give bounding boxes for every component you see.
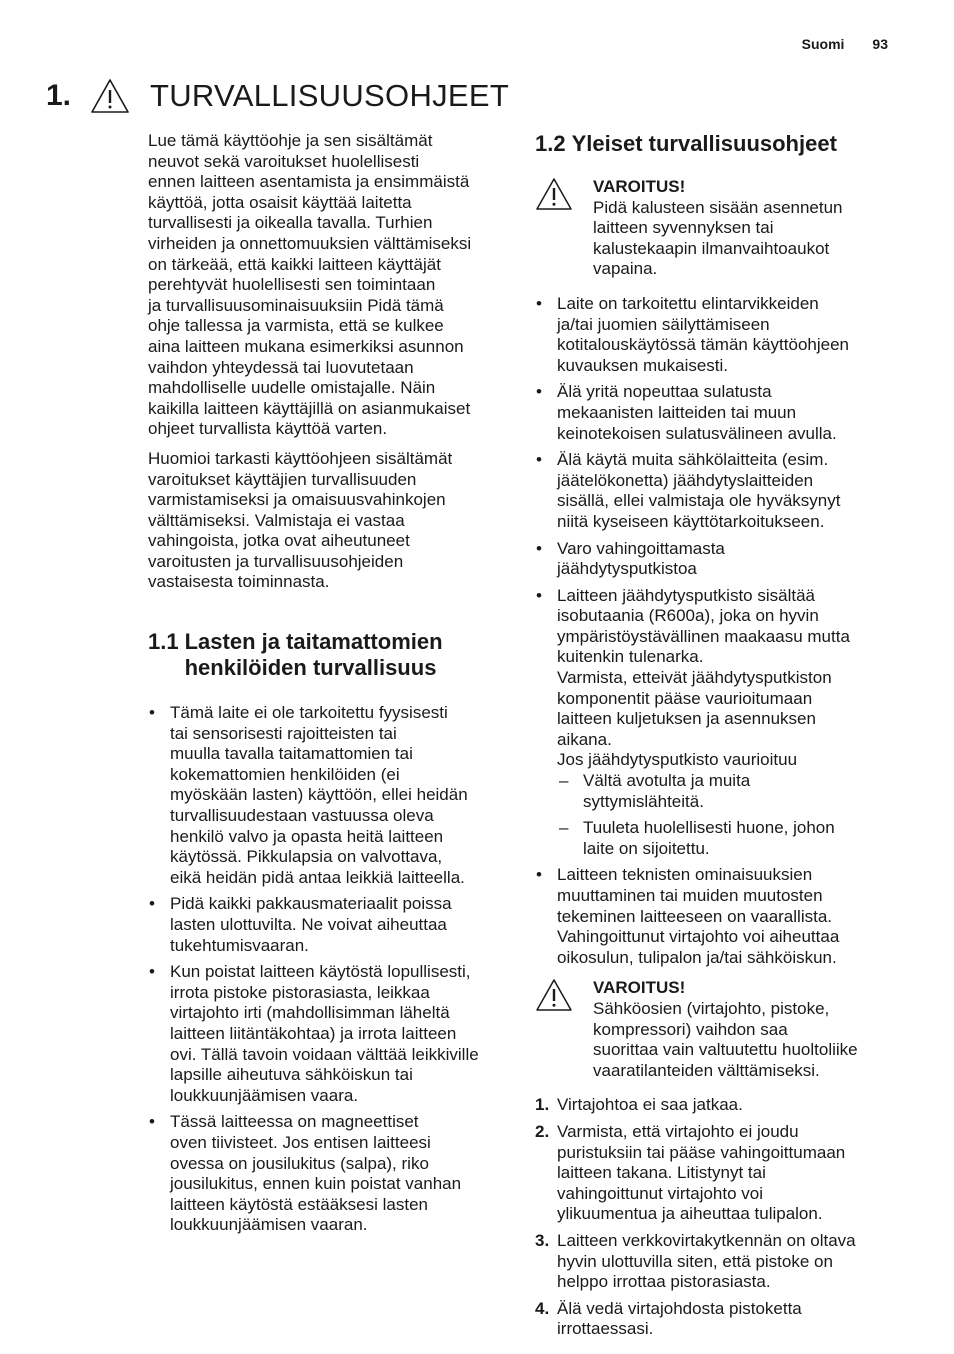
bullet-icon: • (149, 1112, 155, 1132)
right-column (535, 131, 895, 1346)
intro-paragraph: Huomioi tarkasti käyttöohjeen sisältämät varoitukset käyttäjien turvallisuuden varmistamiseksi ja omaisuusvahinkojen välttämiseksi. Valmistaja ei vastaa vahingoista, jotka ovat aiheutuneet varoitusten ja turvallisuusohjeiden vastaisesta toiminnasta. (148, 448, 453, 592)
bullet-icon: • (536, 585, 542, 605)
list-item-text: Laitteen teknisten ominaisuuksien muuttaminen tai muiden muutosten tekeminen laitteeseen on vaarallista. Vahingoittunut virtajohto voi aiheuttaa oikosulun, tulipalon ja/tai sähköiskun. (557, 865, 840, 967)
bullet-icon: • (149, 703, 155, 723)
bullet-icon: • (149, 962, 155, 982)
general-safety-list (535, 294, 895, 968)
list-item-text: Tässä laitteessa on magneettiset oven tiivisteet. Jos entisen laitteesi ovessa on jousilukitus (salpa), riko jousilukitus, ennen kuin poistat vanhan laitteen käytöstä estääksesi lasten loukkuunjäämisen vaaran. (170, 1112, 462, 1235)
list-item-text: Varo vahingoittamasta jäähdytysputkistoa (557, 538, 725, 579)
section-title: Lasten ja taitamattomien henkilöiden turvallisuus (184, 629, 443, 681)
bullet-icon: • (536, 865, 542, 885)
child-safety-list (148, 703, 513, 1236)
list-item (535, 865, 895, 968)
warning-box (535, 177, 895, 280)
list-item-text: Pidä kaikki pakkausmateriaalit poissa lasten ulottuvilta. Ne voivat aiheuttaa tukehtumisvaaran. (170, 894, 452, 955)
dash-icon: – (559, 818, 569, 838)
power-cord-steps (535, 1095, 895, 1340)
step-text: Älä vedä virtajohdosta pistoketta irrottaessasi. (557, 1298, 802, 1339)
list-item-text: Tämä laite ei ole tarkoitettu fyysisesti tai sensorisesti rajoitteisten tai muulla tavalla taitamattomien tai kokemattomien henkilöiden (ei myöskään lasten) käyttöön, ellei heidän turvallisuudestaan vastuussa oleva henkilö valvo ja opasta heitä laitteen käytössä. Pikkulapsia on valvottava, eikä heidän pidä antaa leikkiä laitteella. (170, 703, 468, 887)
step-text: Virtajohtoa ei saa jatkaa. (557, 1095, 743, 1115)
warning-title: VAROITUS! (593, 978, 686, 998)
bullet-icon: • (536, 450, 542, 470)
intro-paragraph: Lue tämä käyttöohje ja sen sisältämät neuvot sekä varoitukset huolellisesti ennen laitteen asentamista ja ensimmäistä käyttöä, jotta osaisit käyttää laitetta turvallisesti ja oikealla tavalla. Turhien virheiden ja onnettomuuksien välttämiseksi on tärkeää, että kaikki laitteen käyttäjät perehtyvät huolellisesti sen toimintaan ja turvallisuusominaisuuksiin Pidä tämä ohje tallessa ja varmista, että se kulkee aina laitteen mukana esimerkiksi asunnon vaihdon yhteydessä tai luovutetaan mahdolliselle uudelle omistajalle. Näin kaikilla laitteen käyttäjillä on asianmukaiset ohjeet turvallista käyttöä varten. (148, 131, 472, 439)
list-item (148, 962, 513, 1106)
page-header (802, 36, 888, 52)
chapter-title (46, 78, 509, 114)
dash-icon: – (559, 771, 569, 791)
step-number: 3. (535, 1230, 550, 1250)
step-text: Laitteen verkkovirtakytkennän on oltava hyvin ulottuvilla siten, että pistoke on helppo irrottaa pistorasiasta. (557, 1230, 856, 1292)
list-item-text: Kun poistat laitteen käytöstä lopullisesti, irrota pistoke pistorasiasta, leikkaa virtajohto irti (mahdollisimman läheltä laitteen liitäntäkohtaa) ja irrota laitteen ovi. Tällä tavoin voidaan välttää leikkiville lapsille aiheutuva sähköiskun tai loukkuunjäämisen vaara. (170, 962, 479, 1105)
warning-box (535, 978, 895, 1081)
step-text: Varmista, että virtajohto ei joudu puristuksiin tai pääse vahingoittumaan laitteen takana. Litistynyt tai vahingoittunut virtajohto voi ylikuumentua ja aiheuttaa tulipalon. (557, 1121, 846, 1224)
dash-item (557, 818, 895, 859)
section-number: 1.1 (148, 629, 179, 655)
dash-item (557, 771, 895, 812)
list-item-text: Laitteen jäähdytysputkisto sisältää isobutaania (R600a), joka on hyvin ympäristöystävällinen maakaasu mutta kuitenkin tulenarka. Varmista, etteivät jäähdytysputkiston komponentit pääse vaurioitumaan laitteen kuljetuksen ja asennuksen aikana. Jos jäähdytysputkisto vaurioituu (557, 585, 850, 770)
warning-text: Pidä kalusteen sisään asennetun laitteen syvennyksen tai kalustekaapin ilmanvaihtoaukot vapaina. (593, 197, 843, 279)
step-item (535, 1299, 895, 1340)
step-item (535, 1122, 895, 1225)
dash-item-text: Tuuleta huolellisesti huone, johon laite on sijoitettu. (583, 818, 835, 858)
page-number: 93 (872, 36, 888, 52)
step-number: 4. (535, 1298, 550, 1318)
header-language: Suomi (801, 36, 845, 52)
step-item (535, 1231, 895, 1293)
dash-item-text: Vältä avotulta ja muita syttymislähteitä. (583, 771, 751, 811)
section-heading-1-1 (148, 629, 513, 681)
warning-title: VAROITUS! (593, 177, 686, 196)
step-item (535, 1095, 895, 1116)
step-number: 2. (535, 1121, 550, 1141)
list-item (148, 894, 513, 956)
bullet-icon: • (149, 894, 155, 914)
warning-triangle-icon (90, 78, 130, 114)
refrigerant-dash-list (557, 771, 895, 859)
list-item-text: Laite on tarkoitettu elintarvikkeiden ja/tai juomien säilyttämiseen kotitalouskäytössä tämän käyttöohjeen kuvauksen mukaisesti. (557, 293, 850, 375)
list-item (148, 1112, 513, 1236)
step-number: 1. (535, 1095, 550, 1115)
list-item-text: Älä käytä muita sähkölaitteita (esim. jäätelökonetta) jäähdytyslaitteiden sisällä, ellei valmistaja ole hyväksynyt niitä kyseiseen käyttötarkoitukseen. (557, 450, 841, 531)
list-item (535, 294, 895, 376)
list-item-text: Älä yritä nopeuttaa sulatusta mekaanisten laitteiden tai muun keinotekoisen sulatusvälineen avulla. (557, 382, 837, 443)
list-item (535, 586, 895, 860)
chapter-number: 1. (46, 79, 72, 112)
list-item (535, 539, 895, 580)
bullet-icon: • (536, 538, 542, 558)
warning-triangle-icon (535, 177, 573, 211)
warning-triangle-icon (535, 978, 573, 1012)
section-heading-1-2 (535, 131, 895, 157)
list-item (148, 703, 513, 888)
section-title: Yleiset turvallisuusohjeet (571, 131, 837, 156)
list-item (535, 382, 895, 444)
bullet-icon: • (536, 382, 542, 402)
list-item (535, 450, 895, 532)
bullet-icon: • (536, 293, 542, 313)
left-column (148, 131, 513, 1242)
warning-text: Sähköosien (virtajohto, pistoke, kompressori) vaihdon saa suorittaa vain valtuutettu huoltoliike vaaratilanteiden välttämiseksi. (593, 998, 858, 1080)
section-number: 1.2 (535, 131, 566, 156)
chapter-heading: TURVALLISUUSOHJEET (150, 78, 510, 113)
